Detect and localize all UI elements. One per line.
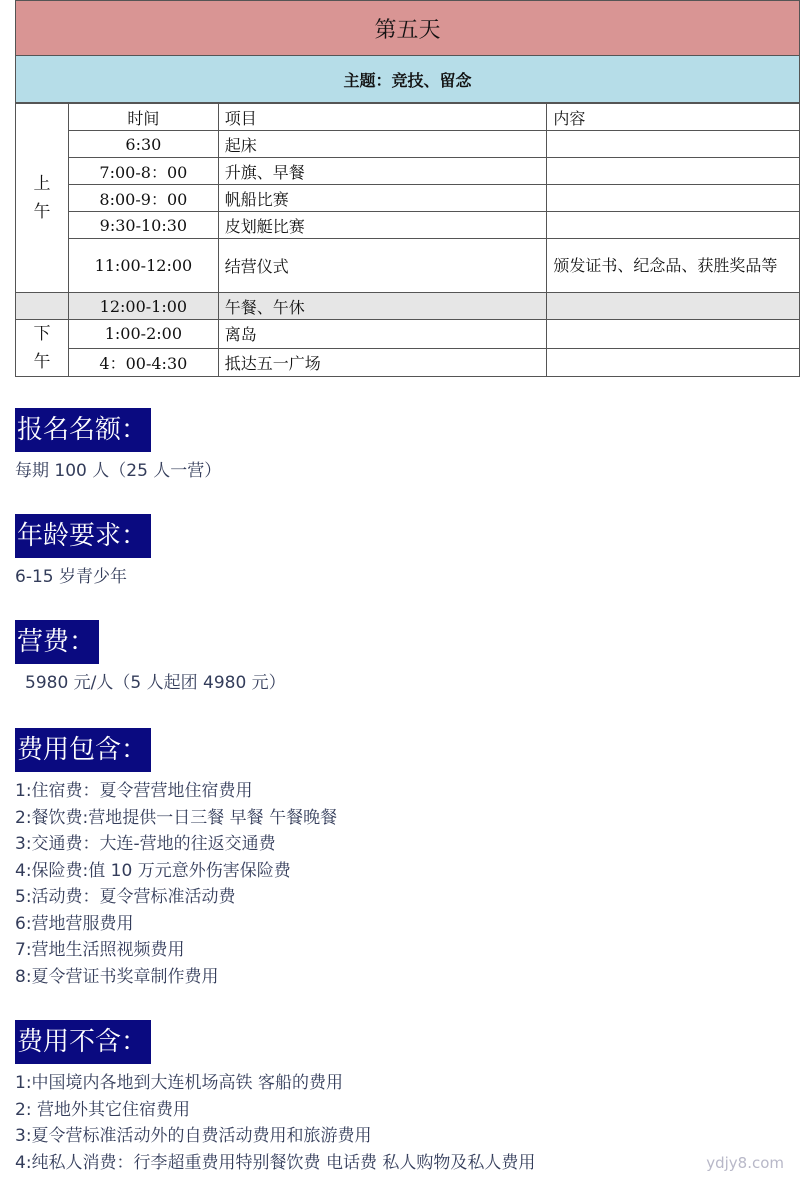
- row-content: [547, 348, 800, 377]
- included-line: 7:营地生活照视频费用: [15, 940, 185, 960]
- row-item: 抵达五一广场: [218, 348, 547, 377]
- row-item: 午餐、午休: [218, 293, 547, 320]
- included-line: 2:餐饮费:营地提供一日三餐 早餐 午餐晚餐: [15, 807, 338, 828]
- day-title: 第五天: [15, 0, 800, 56]
- quota-heading: 报名名额：: [15, 408, 151, 452]
- table-row: [16, 212, 800, 239]
- table-row: [16, 185, 800, 212]
- row-time: 7:00-8：00: [68, 158, 218, 185]
- row-item: 起床: [218, 131, 547, 158]
- fee-section: [15, 620, 286, 697]
- fee-heading: 营费：: [15, 620, 99, 664]
- row-content: [547, 131, 800, 158]
- excluded-section: [15, 1020, 535, 1176]
- row-content: [547, 212, 800, 239]
- included-line: 4:保险费:值 10 万元意外伤害保险费: [15, 860, 291, 881]
- fee-line: 5980 元/人（5 人起团 4980 元）: [25, 673, 286, 693]
- included-line: 5:活动费：夏令营标准活动费: [15, 887, 236, 907]
- header-item: 项目: [218, 104, 547, 131]
- included-line: 6:营地营服费用: [15, 913, 134, 934]
- included-heading: 费用包含：: [15, 728, 151, 772]
- header-time: 时间: [68, 104, 218, 131]
- period-morning-label: 上午: [33, 174, 51, 222]
- watermark: ydjy8.com: [706, 1154, 784, 1172]
- included-line: 1:住宿费：夏令营营地住宿费用: [15, 781, 253, 801]
- row-item: 帆船比赛: [218, 185, 547, 212]
- row-content: [547, 293, 800, 320]
- theme-row: 主题：竞技、留念: [15, 56, 800, 103]
- table-row-noon: [16, 293, 800, 320]
- row-time: 9:30-10:30: [68, 212, 218, 239]
- row-item: 结营仪式: [218, 239, 547, 293]
- age-line: 6-15 岁青少年: [15, 567, 127, 587]
- row-content: 颁发证书、纪念品、获胜奖品等: [547, 239, 800, 293]
- row-item: 升旗、早餐: [218, 158, 547, 185]
- table-header-row: [16, 104, 800, 131]
- table-row: [16, 131, 800, 158]
- excluded-line: 2: 营地外其它住宿费用: [15, 1099, 190, 1120]
- row-content: [547, 185, 800, 212]
- period-morning: [16, 104, 69, 293]
- row-time: 12:00-1:00: [68, 293, 218, 320]
- schedule-table: [15, 103, 800, 377]
- included-line: 8:夏令营证书奖章制作费用: [15, 966, 219, 987]
- table-row: [16, 320, 800, 349]
- excluded-line: 4:纯私人消费：行李超重费用特别餐饮费 电话费 私人购物及私人费用: [15, 1152, 536, 1173]
- row-item: 皮划艇比赛: [218, 212, 547, 239]
- quota-section: [15, 408, 221, 485]
- quota-line: 每期 100 人（25 人一营）: [15, 461, 222, 481]
- age-section: [15, 514, 151, 591]
- row-item: 离岛: [218, 320, 547, 349]
- row-time: 4：00-4:30: [68, 348, 218, 377]
- table-row: [16, 239, 800, 293]
- excluded-heading: 费用不含：: [15, 1020, 151, 1064]
- period-noon: [16, 293, 69, 320]
- row-time: 8:00-9：00: [68, 185, 218, 212]
- row-time: 1:00-2:00: [68, 320, 218, 349]
- table-row: [16, 158, 800, 185]
- row-content: [547, 158, 800, 185]
- age-heading: 年龄要求：: [15, 514, 151, 558]
- period-afternoon: [16, 320, 69, 377]
- header-content: 内容: [547, 104, 800, 131]
- table-row: [16, 348, 800, 377]
- row-time: 11:00-12:00: [68, 239, 218, 293]
- row-time: 6:30: [68, 131, 218, 158]
- included-line: 3:交通费：大连-营地的往返交通费: [15, 834, 276, 854]
- period-afternoon-label: 下午: [33, 324, 51, 372]
- included-section: [15, 728, 337, 990]
- row-content: [547, 320, 800, 349]
- excluded-line: 1:中国境内各地到大连机场高铁 客船的费用: [15, 1073, 343, 1093]
- excluded-line: 3:夏令营标准活动外的自费活动费用和旅游费用: [15, 1126, 372, 1146]
